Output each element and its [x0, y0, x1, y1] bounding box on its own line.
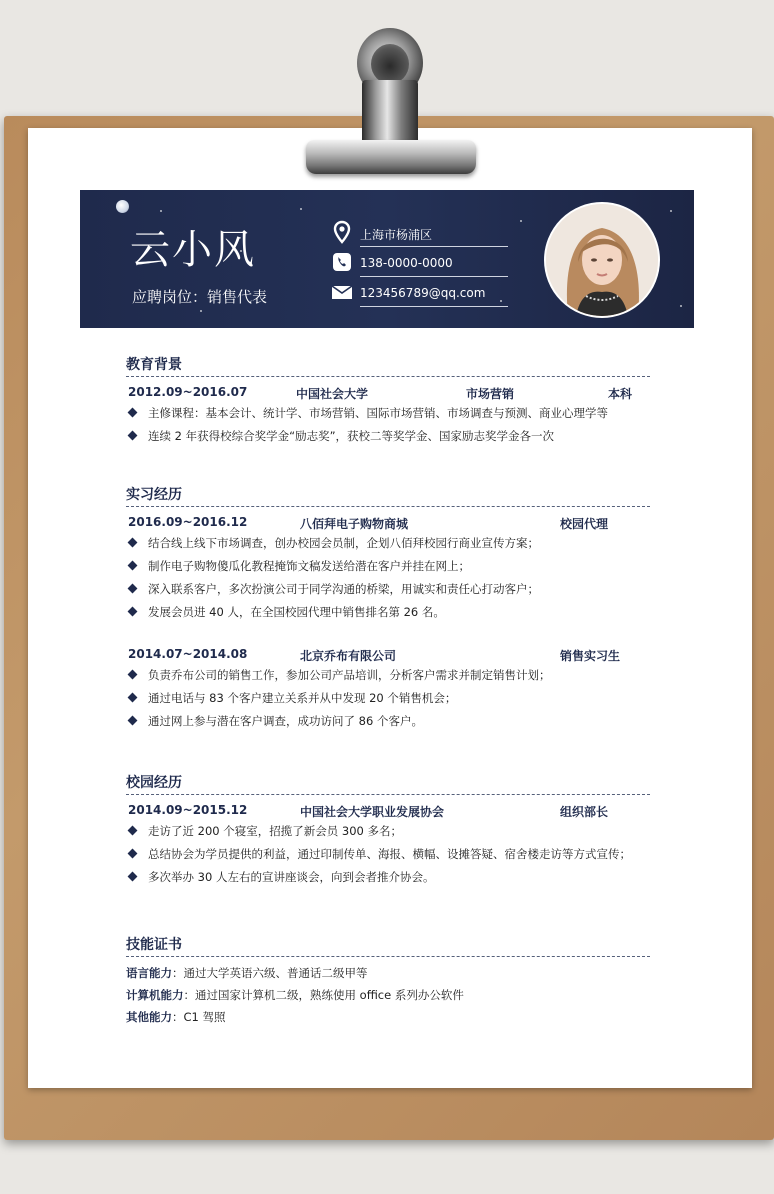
list-item: 总结协会为学员提供的利益，通过印制传单、海报、横幅、设摊答疑、宿舍楼走访等方式宣传； [126, 846, 650, 869]
diamond-bullet-icon [128, 826, 138, 836]
list-item: 深入联系客户，多次扮演公司于同学沟通的桥梁，用诚实和责任心打动客户； [126, 581, 650, 604]
list-item: 结合线上线下市场调查，创办校园会员制，企划八佰拜校园行商业宣传方案； [126, 535, 650, 558]
internship-bullets [126, 667, 650, 736]
internship-entry-header [126, 515, 650, 535]
list-item: 通过网上参与潜在客户调查，成功访问了 86 个客户。 [126, 713, 650, 736]
diamond-bullet-icon [128, 431, 138, 441]
address-text: 上海市杨浦区 [360, 228, 433, 242]
location-pin-icon [330, 220, 354, 244]
portrait-image [546, 204, 658, 316]
entry-date: 2012.09~2016.07 [128, 385, 248, 399]
internship-entry-header [126, 647, 650, 667]
phone-text: 138-0000-0000 [360, 256, 453, 270]
entry-date: 2014.09~2015.12 [128, 803, 248, 817]
star [200, 310, 202, 312]
dashed-divider [126, 376, 650, 377]
entry-org: 北京乔布有限公司 [300, 649, 397, 663]
skills-section [126, 934, 650, 1031]
diamond-bullet-icon [128, 693, 138, 703]
entry-role: 销售实习生 [560, 649, 621, 663]
moon-icon [116, 200, 129, 213]
diamond-bullet-icon [128, 872, 138, 882]
diamond-bullet-icon [128, 538, 138, 548]
entry-org: 八佰拜电子购物商城 [300, 517, 409, 531]
entry-role: 组织部长 [560, 805, 609, 819]
list-item: 制作电子购物傻瓜化教程掩饰文稿发送给潜在客户并挂在网上； [126, 558, 650, 581]
diamond-bullet-icon [128, 670, 138, 680]
diamond-bullet-icon [128, 716, 138, 726]
skill-language: 语言能力：通过大学英语六级、普通话二级甲等 [126, 966, 368, 980]
entry-date: 2014.07~2014.08 [128, 647, 248, 661]
section-title: 实习经历 [126, 487, 182, 503]
clip-ring-hole [371, 44, 409, 84]
diamond-bullet-icon [128, 584, 138, 594]
profile-photo [544, 202, 660, 318]
star [670, 210, 672, 212]
skill-computer: 计算机能力：通过国家计算机二级，熟练使用 office 系列办公软件 [126, 988, 464, 1002]
internship-section [126, 484, 650, 736]
entry-role: 校园代理 [560, 517, 609, 531]
job-target: 应聘岗位：销售代表 [132, 288, 268, 306]
list-item: 主修课程：基本会计、统计学、市场营销、国际市场营销、市场调查与预测、商业心理学等 [126, 405, 650, 428]
candidate-name: 云小风 [130, 227, 256, 273]
entry-degree: 本科 [608, 387, 633, 401]
list-item: 走访了近 200 个寝室，招揽了新会员 300 多名； [126, 823, 650, 846]
internship-bullets [126, 535, 650, 627]
phone-icon [330, 250, 354, 274]
dashed-divider [126, 794, 650, 795]
contact-address [330, 220, 510, 250]
skill-other: 其他能力：C1 驾照 [126, 1010, 226, 1024]
contact-phone [330, 250, 510, 280]
section-title: 技能证书 [126, 937, 182, 953]
diamond-bullet-icon [128, 408, 138, 418]
list-item: 通过电话与 83 个客户建立关系并从中发现 20 个销售机会； [126, 690, 650, 713]
dashed-divider [126, 506, 650, 507]
diamond-bullet-icon [128, 607, 138, 617]
star [680, 305, 682, 307]
entry-major: 市场营销 [466, 387, 515, 401]
education-section [126, 354, 650, 451]
entry-date: 2016.09~2016.12 [128, 515, 248, 529]
entry-org: 中国社会大学职业发展协会 [300, 805, 445, 819]
section-title: 教育背景 [126, 357, 182, 373]
campus-bullets [126, 823, 650, 892]
diamond-bullet-icon [128, 561, 138, 571]
mail-icon [330, 280, 354, 304]
divider [360, 306, 508, 307]
star [520, 220, 522, 222]
email-text: 123456789@qq.com [360, 286, 486, 300]
list-item: 连续 2 年获得校综合奖学金“励志奖”，获校二等奖学金、国家励志奖学金各一次 [126, 428, 650, 451]
education-bullets [126, 405, 650, 451]
clip-base [306, 140, 476, 174]
entry-school: 中国社会大学 [296, 387, 369, 401]
star [300, 208, 302, 210]
star [160, 210, 162, 212]
list-item: 发展会员进 40 人，在全国校园代理中销售排名第 26 名。 [126, 604, 650, 627]
divider [360, 246, 508, 247]
campus-section [126, 772, 650, 892]
list-item: 多次举办 30 人左右的宣讲座谈会，向到会者推介协会。 [126, 869, 650, 892]
resume-header [80, 190, 694, 328]
divider [360, 276, 508, 277]
education-entry-header [126, 385, 650, 405]
diamond-bullet-icon [128, 849, 138, 859]
campus-entry-header [126, 803, 650, 823]
contact-email [330, 280, 510, 310]
list-item: 负责乔布公司的销售工作，参加公司产品培训，分析客户需求并制定销售计划； [126, 667, 650, 690]
section-title: 校园经历 [126, 775, 182, 791]
